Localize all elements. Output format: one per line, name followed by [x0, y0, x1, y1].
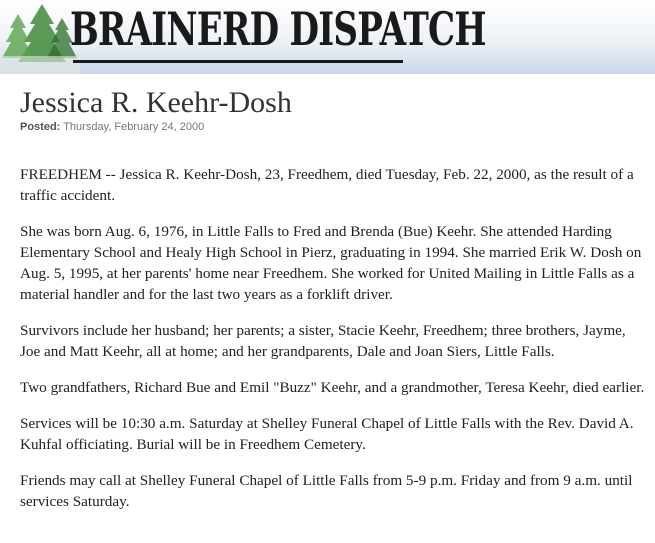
article-paragraph: Friends may call at Shelley Funeral Chapel of Little Falls from 5-9 p.m. Friday and from 9 a.m. until services Saturday. — [20, 472, 633, 510]
masthead-rule — [73, 60, 403, 63]
posted-date: Thursday, February 24, 2000 — [63, 121, 205, 133]
article-paragraph: FREEDHEM -- Jessica R. Keehr-Dosh, 23, Freedhem, died Tuesday, Feb. 22, 2000, as the result of a traffic accident. — [20, 166, 634, 204]
article-headline: Jessica R. Keehr-Dosh — [20, 86, 292, 119]
masthead-logo: BRAINERD DISPATCH — [70, 2, 486, 56]
posted-label: Posted: — [20, 121, 61, 133]
article-paragraph: Survivors include her husband; her parents; a sister, Stacie Keehr, Freedhem; three brothers, Jayme, Joe and Matt Keehr, all at home; and her grandparents, Dale and Joan Siers, Little Falls. — [20, 322, 626, 360]
article-body — [20, 164, 645, 527]
pine-trees-icon — [0, 0, 80, 74]
article-paragraph: She was born Aug. 6, 1976, in Little Falls to Fred and Brenda (Bue) Keehr. She attended Harding Elementary School and Healy High School in Pierz, graduating in 1994. She married Erik W. Dosh on Aug. 5, 1995, at her parents' home near Freedhem. She worked for United Mailing in Little Falls as a material handler and for the last two years as a forklift driver. — [20, 223, 642, 303]
article-paragraph: Services will be 10:30 a.m. Saturday at Shelley Funeral Chapel of Little Falls with the Rev. David A. Kuhfal officiating. Burial will be in Freedhem Cemetery. — [20, 415, 634, 453]
article-paragraph: Two grandfathers, Richard Bue and Emil "Buzz" Keehr, and a grandmother, Teresa Keehr, died earlier. — [20, 379, 645, 396]
masthead[interactable] — [0, 0, 655, 74]
posted-line — [20, 121, 204, 133]
